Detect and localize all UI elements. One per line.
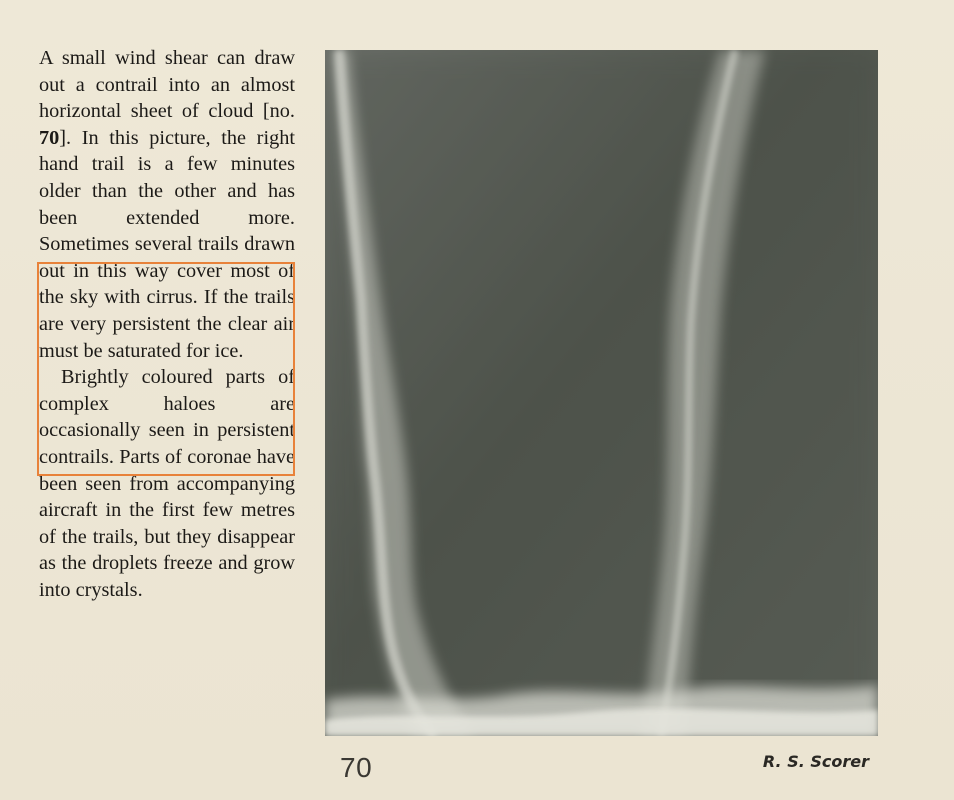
plate-number: 70 <box>340 752 373 783</box>
contrail-photo-image <box>325 50 878 736</box>
plate-reference: 70 <box>39 126 60 149</box>
paragraph-haloes: Brightly coloured parts of complex haloes are occasionally seen in persistent contrails. Parts of coronae have been seen from accompanying aircraft in the first few metres of the trails, but they disappear as the droplets freeze and grow into crystals. <box>39 366 295 601</box>
paragraph-text: ]. In this picture, the right hand trail is a few minutes older than the other and has been extended more. Sometimes several trails drawn out in this way cover most of the sky with cirrus. If the trails are very persistent the clear air must be saturated for ice. <box>39 126 295 362</box>
body-text <box>39 45 295 603</box>
paragraph-text: A small wind shear can draw out a contrail into an almost horizontal sheet of cloud [no. <box>39 47 295 123</box>
contrail-photograph <box>325 50 878 736</box>
paragraph-contrail-shear <box>39 45 295 364</box>
photo-credit: R. S. Scorer <box>762 752 869 771</box>
